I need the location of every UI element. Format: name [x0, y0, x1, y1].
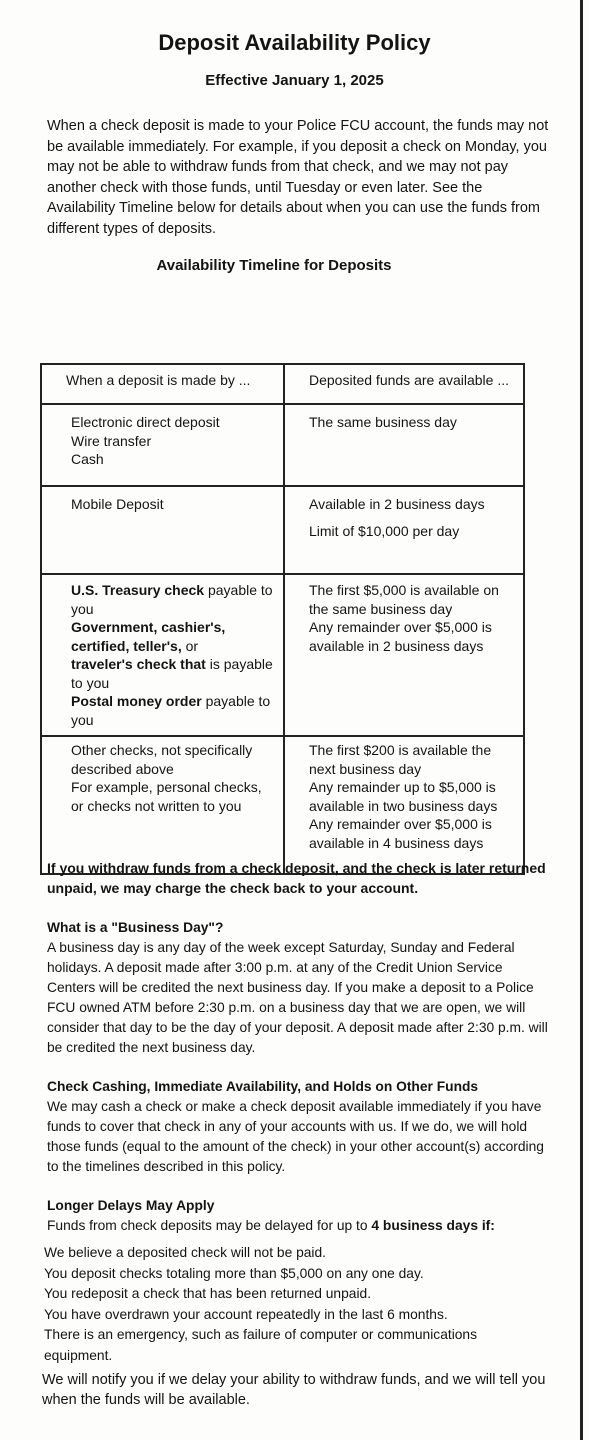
list-item: We believe a deposited check will not be paid. [44, 1245, 326, 1260]
deposit-method-cell [41, 736, 284, 874]
deposit-method-cell [41, 486, 284, 574]
availability-table [40, 363, 525, 875]
method-line: traveler's check that is payable to you [71, 656, 273, 691]
longer-delays-section [47, 1196, 552, 1236]
availability-line: The same business day [309, 414, 457, 430]
method-line: Mobile Deposit [71, 496, 164, 512]
method-line: Postal money order payable to you [71, 693, 271, 728]
list-item: You redeposit a check that has been returned unpaid. [44, 1286, 372, 1301]
method-line: Electronic direct deposit [71, 414, 220, 430]
section-heading: Check Cashing, Immediate Availability, and Holds on Other Funds [47, 1079, 479, 1094]
timeline-heading: Availability Timeline for Deposits [156, 257, 392, 274]
delay-conditions-list [44, 1243, 549, 1366]
availability-line: Limit of $10,000 per day [309, 522, 460, 539]
header-availability: Deposited funds are available ... [284, 364, 524, 404]
availability-line: Any remainder over $5,000 is available in 4 business days [309, 816, 492, 851]
section-text: A business day is any day of the week except Saturday, Sunday and Federal holidays. A deposit made after 3:00 p.m. at any of the Credit Union Service Centers will be credited the next business day. If you make a deposit to a Police FCU owned ATM before 2:30 p.m. on a business day that we are open, we will consider that day to be the day of your deposit. A deposit made after 2:30 p.m. will be credited the next business day. [47, 940, 548, 1055]
page-title: Deposit Availability Policy [158, 30, 431, 55]
availability-line: The first $200 is available the next business day [309, 742, 492, 777]
availability-line: Available in 2 business days [309, 496, 485, 512]
availability-cell [284, 574, 524, 736]
availability-line: Any remainder up to $5,000 is available in two business days [309, 779, 498, 814]
deposit-method-cell [41, 574, 284, 736]
table-row [41, 404, 524, 486]
effective-date: Effective January 1, 2025 [205, 72, 384, 89]
deposit-method-cell [41, 404, 284, 486]
table-row [41, 574, 524, 736]
method-line: Government, cashier's, certified, teller's, or [71, 619, 226, 654]
method-line: For example, personal checks, or checks not written to you [71, 779, 262, 814]
method-line: Cash [71, 451, 104, 467]
section-heading: What is a "Business Day"? [47, 920, 224, 935]
section-text: We may cash a check or make a check deposit available immediately if you have funds to cover that check in any of your accounts with us. If we do, we will hold those funds (equal to the amount of the check) in your other account(s) according to the timelines described in this policy. [47, 1099, 544, 1174]
table-row [41, 736, 524, 874]
method-line: Wire transfer [71, 432, 152, 449]
list-item: You have overdrawn your account repeatedly in the last 6 months. [44, 1306, 448, 1322]
availability-cell [284, 486, 524, 574]
availability-cell [284, 404, 524, 486]
list-item: You deposit checks totaling more than $5,000 on any one day. [44, 1265, 424, 1281]
method-line: U.S. Treasury check payable to you [71, 582, 273, 617]
intro-paragraph: When a check deposit is made to your Police FCU account, the funds may not be available immediately. For example, if you deposit a check on Monday, you may not be able to withdraw funds from that check, and we may not pay another check with those funds, until Tuesday or even later. See the Availability Timeline below for details about when you can use the funds from different types of deposits. [47, 118, 549, 237]
availability-line: Any remainder over $5,000 is available in 2 business days [309, 619, 492, 654]
header-deposit-method: When a deposit is made by ... [41, 364, 284, 404]
method-line: Other checks, not specifically described above [71, 742, 253, 777]
returned-check-warning: If you withdraw funds from a check deposit, and the check is later returned unpaid, we may charge the check back to your account. [47, 860, 546, 896]
check-cashing-section [47, 1077, 552, 1177]
table-row [41, 486, 524, 574]
table-header-row [41, 364, 524, 404]
scan-edge-line [580, 0, 583, 1440]
notification-paragraph: We will notify you if we delay your ability to withdraw funds, and we will tell you when the funds will be available. [42, 1372, 546, 1408]
availability-line: The first $5,000 is available on the same business day [309, 582, 499, 617]
business-day-section [47, 918, 552, 1058]
availability-cell [284, 736, 524, 874]
list-item: There is an emergency, such as failure of computer or communications equipment. [44, 1327, 478, 1363]
section-heading: Longer Delays May Apply [47, 1198, 215, 1213]
section-intro: Funds from check deposits may be delayed for up to 4 business days if: [47, 1218, 495, 1233]
